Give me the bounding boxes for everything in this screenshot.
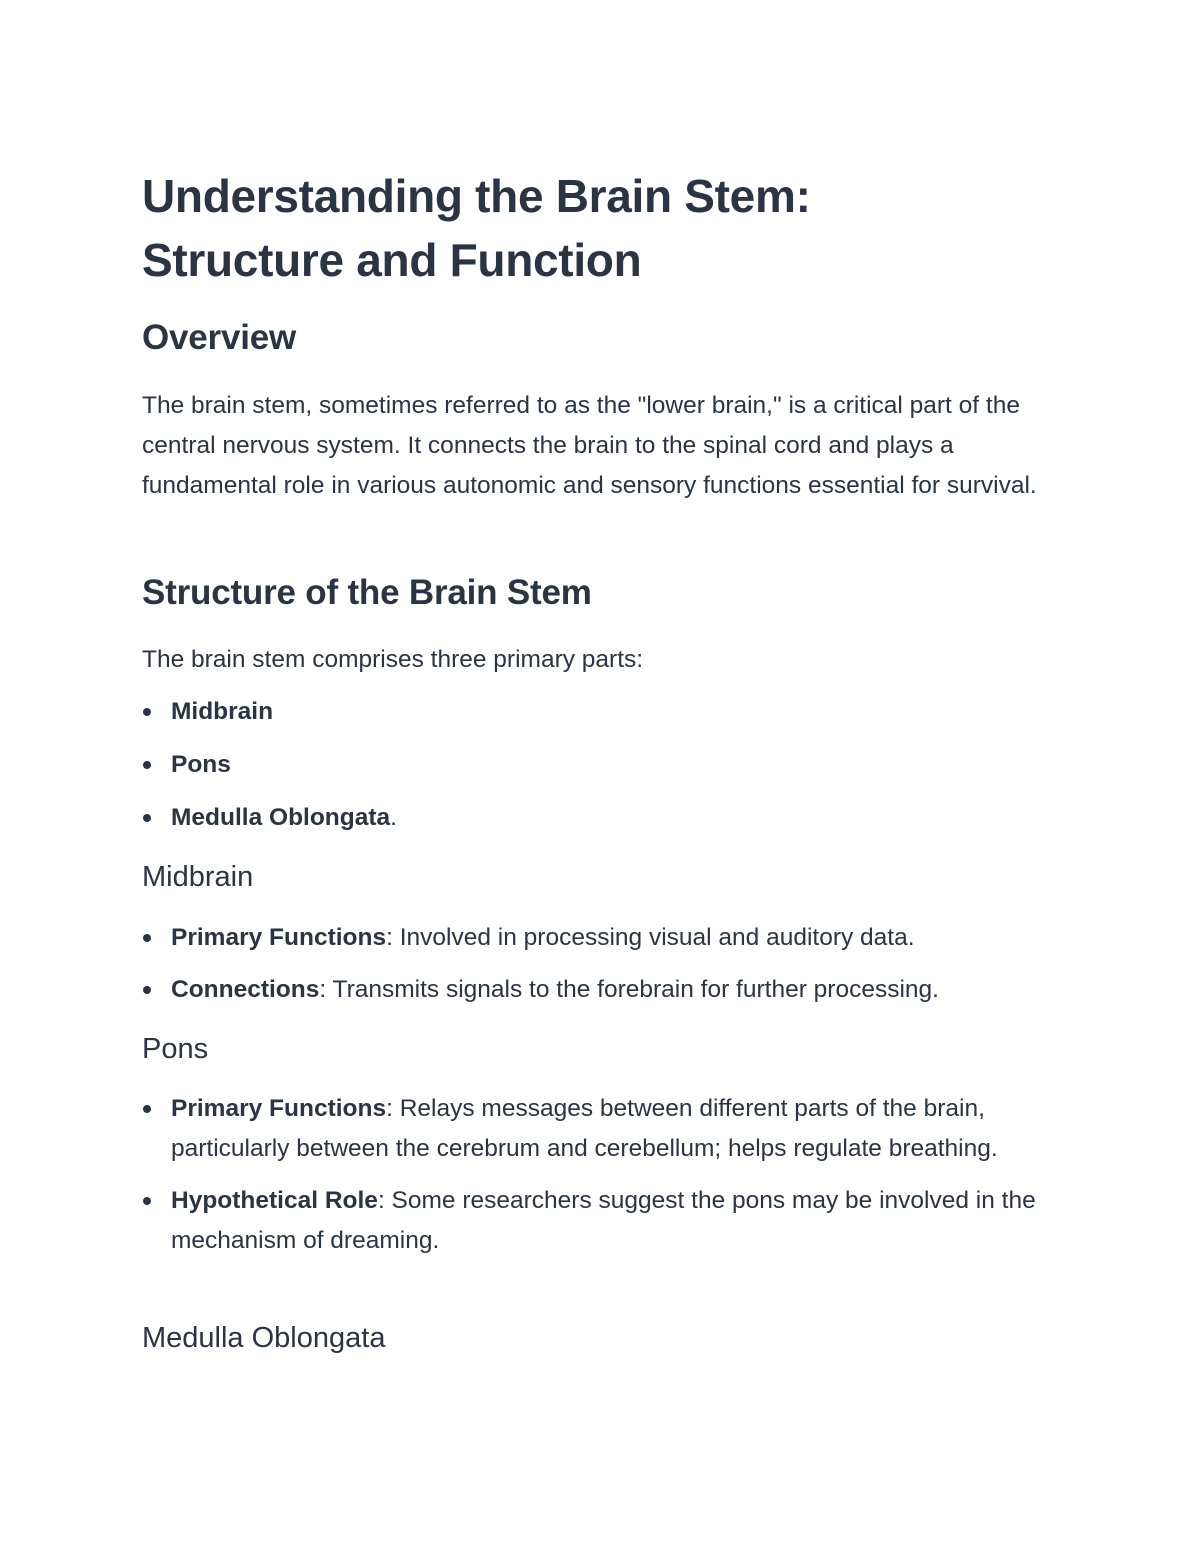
page-title-line-2: Structure and Function	[142, 234, 642, 286]
item-label: Connections	[171, 976, 320, 1003]
medulla-heading: Medulla Oblongata	[142, 1322, 386, 1354]
overview-paragraph: The brain stem, sometimes referred to as the "lower brain," is a critical part of the central nervous system. It connects the brain to the spinal cord and plays a fundamental role in various autonomic and sensory functions essential for survival.	[142, 392, 1037, 499]
pons-heading: Pons	[142, 1033, 209, 1065]
midbrain-heading: Midbrain	[142, 861, 254, 893]
item-text: : Relays messages between different parts of the brain, particularly between the cerebrum and cerebellum; helps regulate breathing.	[171, 1095, 998, 1162]
list-item	[142, 745, 1072, 785]
list-item	[142, 692, 1072, 732]
bullet-icon	[143, 934, 151, 942]
item-text: : Transmits signals to the forebrain for further processing.	[319, 976, 939, 1003]
bullet-icon	[143, 986, 151, 994]
list-item	[142, 918, 1072, 958]
overview-heading: Overview	[142, 318, 297, 357]
bullet-icon	[143, 1197, 151, 1205]
midbrain-list	[142, 918, 1072, 1010]
item-label: Primary Functions	[171, 924, 387, 951]
part-name: Medulla Oblongata	[171, 804, 391, 831]
list-item	[142, 798, 1072, 838]
bullet-icon	[143, 1105, 151, 1113]
structure-intro: The brain stem comprises three primary parts:	[142, 646, 644, 673]
item-text: : Some researchers suggest the pons may be involved in the mechanism of dreaming.	[171, 1187, 1036, 1254]
pons-list	[142, 1089, 1072, 1261]
part-name: Midbrain	[171, 698, 274, 725]
list-item	[142, 1089, 1072, 1169]
list-item	[142, 1181, 1072, 1261]
page-title-line-1: Understanding the Brain Stem:	[142, 170, 811, 222]
structure-heading: Structure of the Brain Stem	[142, 573, 592, 612]
list-item	[142, 970, 1072, 1010]
item-label: Primary Functions	[171, 1095, 387, 1122]
bullet-icon	[143, 814, 151, 822]
part-suffix: .	[390, 804, 397, 831]
bullet-icon	[143, 708, 151, 716]
page-title	[142, 164, 811, 292]
part-name: Pons	[171, 751, 231, 778]
item-label: Hypothetical Role	[171, 1187, 378, 1214]
bullet-icon	[143, 761, 151, 769]
structure-parts-list	[142, 692, 1072, 838]
item-text: : Involved in processing visual and auditory data.	[386, 924, 915, 951]
